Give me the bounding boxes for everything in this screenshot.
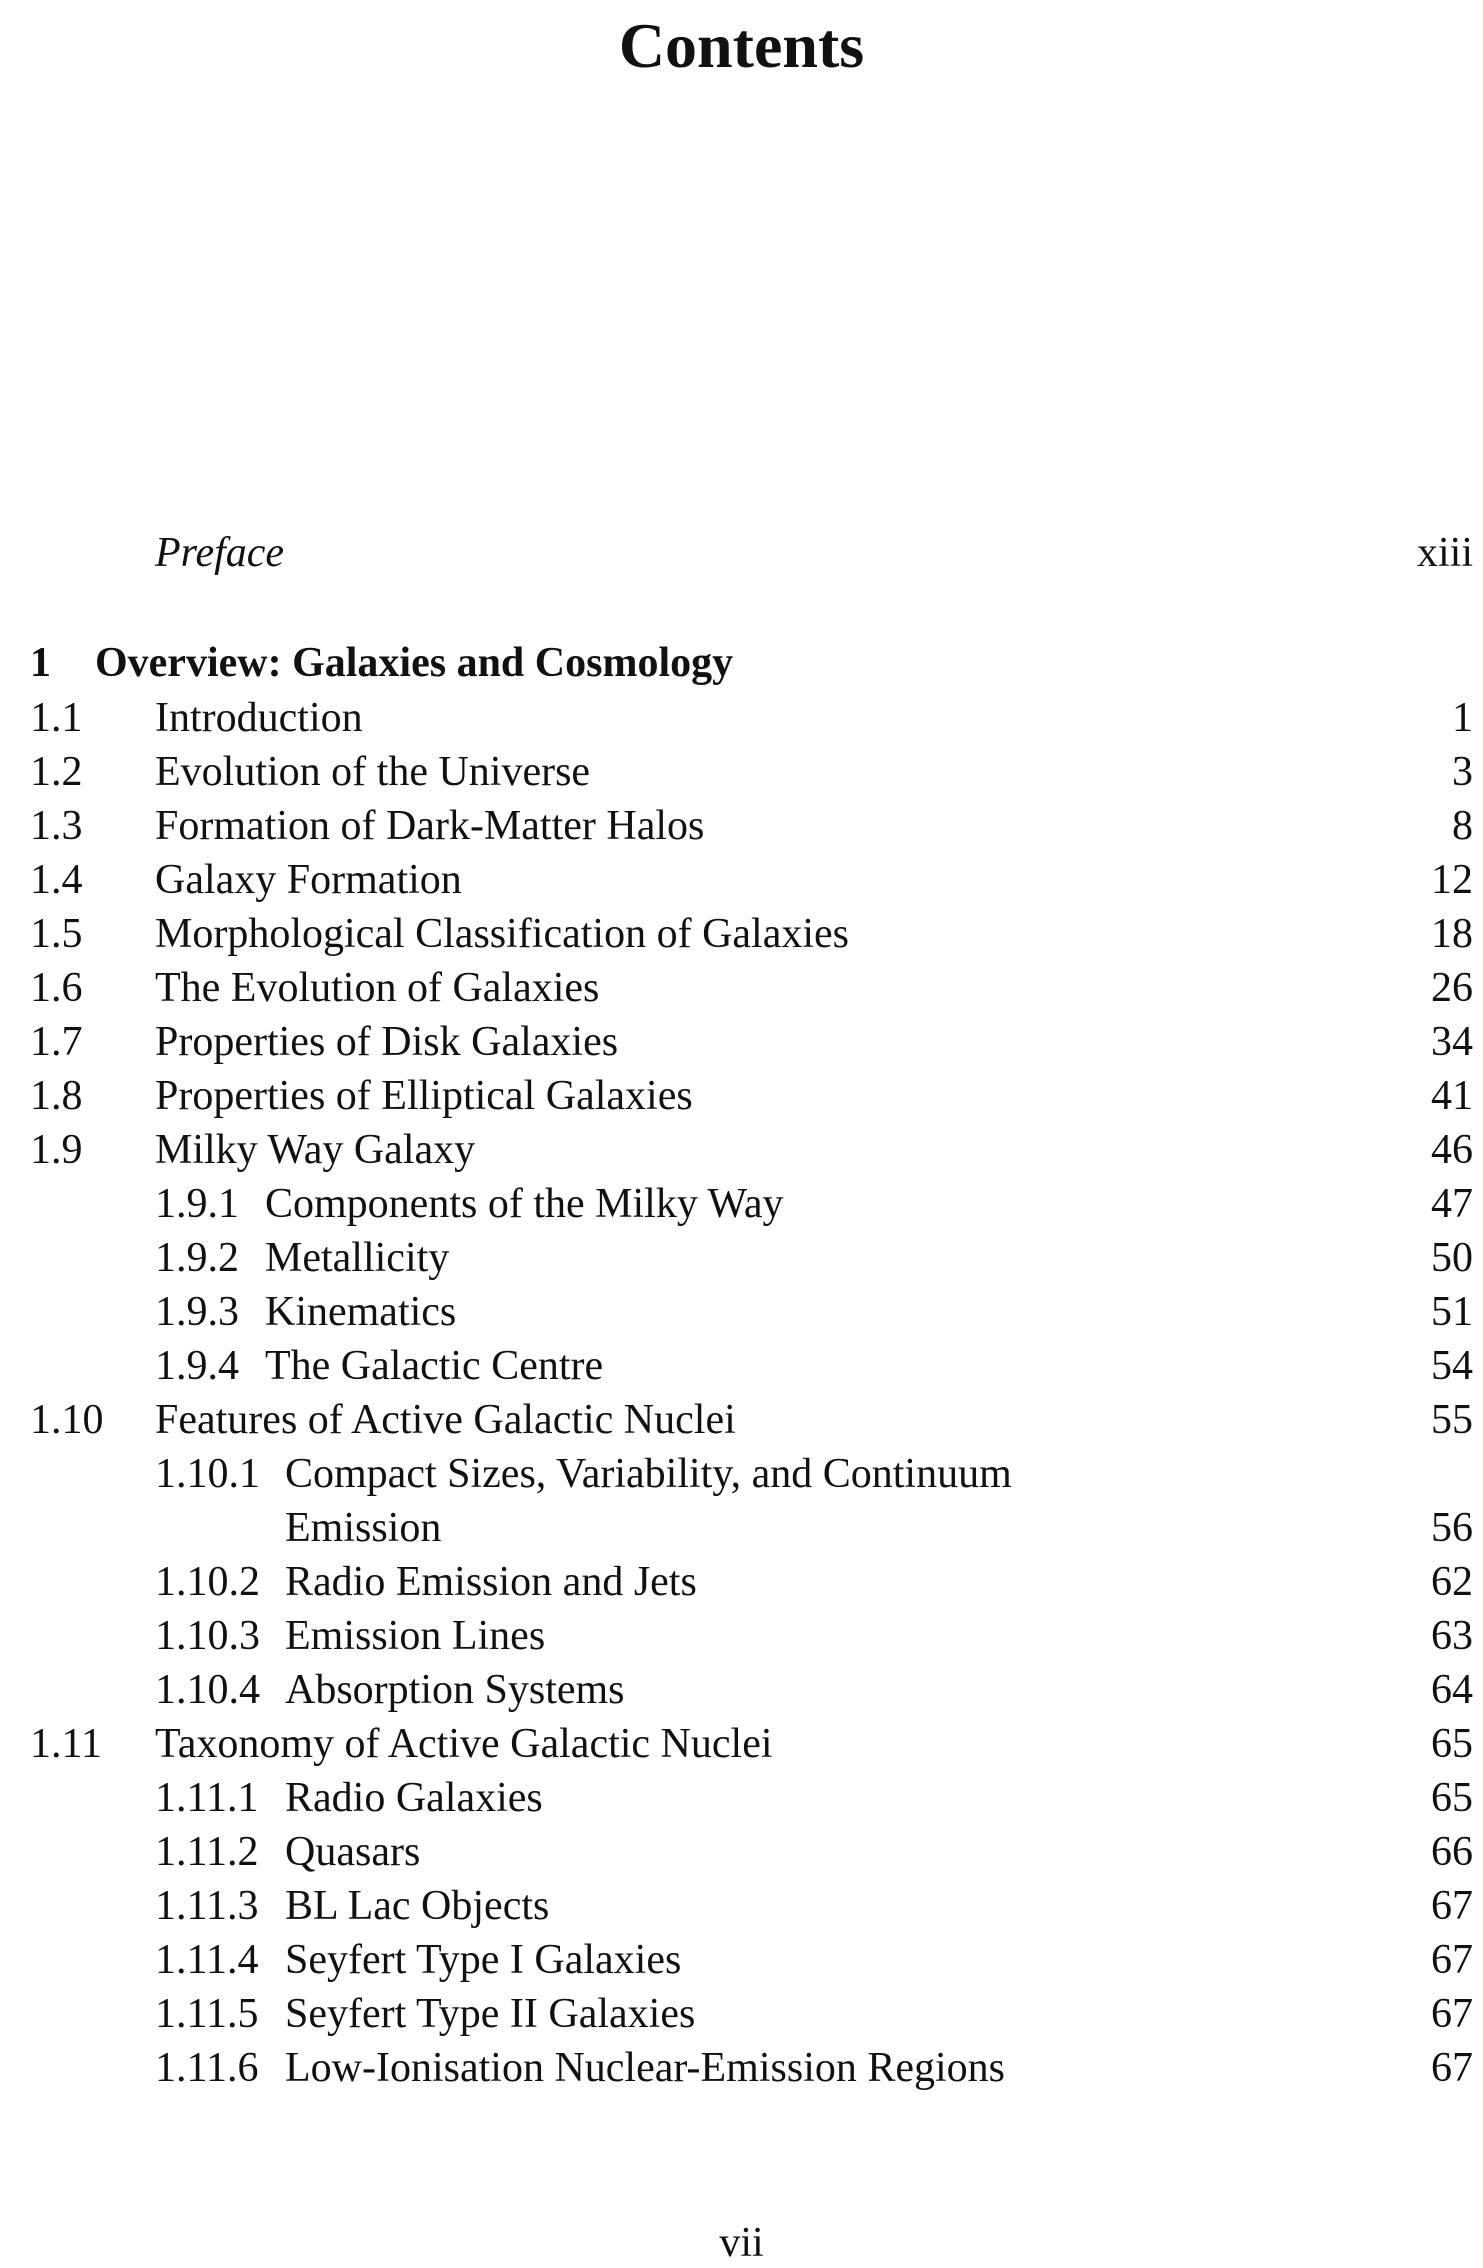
toc-entry-page: 34 — [1431, 1019, 1473, 1065]
toc-entry-title: Emission Lines — [285, 1613, 546, 1659]
toc-entry-number: 1.10.1 — [155, 1451, 260, 1497]
chapter-number: 1 — [30, 640, 51, 686]
toc-entry-page: 67 — [1431, 1937, 1473, 1983]
toc-subentry[interactable] — [0, 1878, 1483, 1934]
toc-subentry[interactable] — [0, 1932, 1483, 1988]
toc-entry-title: Kinematics — [265, 1289, 457, 1335]
toc-entry-number: 1.11.2 — [155, 1829, 259, 1875]
toc-entry-page: 51 — [1431, 1289, 1473, 1335]
toc-entry-number: 1.10 — [30, 1397, 104, 1443]
toc-entry-number: 1.5 — [30, 911, 83, 957]
toc-entry[interactable] — [0, 690, 1483, 746]
toc-entry-page: 41 — [1431, 1073, 1473, 1119]
toc-subentry[interactable] — [0, 1554, 1483, 1610]
toc-entry-page: xiii — [1416, 530, 1473, 576]
toc-entry-number: 1.11 — [30, 1721, 102, 1767]
toc-entry-number: 1.4 — [30, 857, 83, 903]
toc-entry-number: 1.11.4 — [155, 1937, 259, 1983]
toc-entry-title: Low-Ionisation Nuclear-Emission Regions — [285, 2045, 1006, 2091]
toc-entry-page: 64 — [1431, 1667, 1473, 1713]
toc-entry-page: 67 — [1431, 1883, 1473, 1929]
toc-entry-page: 12 — [1431, 857, 1473, 903]
toc-entry-number: 1.9 — [30, 1127, 83, 1173]
chapter-title: Overview: Galaxies and Cosmology — [95, 640, 734, 686]
toc-entry-number: 1.3 — [30, 803, 83, 849]
toc-entry-title: Evolution of the Universe — [155, 749, 591, 795]
toc-entry-page: 3 — [1452, 749, 1473, 795]
toc-entry[interactable] — [0, 744, 1483, 800]
toc-entry-title: Properties of Disk Galaxies — [155, 1019, 619, 1065]
toc-subentry[interactable] — [0, 1176, 1483, 1232]
toc-entry-title: Radio Emission and Jets — [285, 1559, 697, 1605]
toc-entry-page: 54 — [1431, 1343, 1473, 1389]
toc-entry-number: 1.9.4 — [155, 1343, 239, 1389]
toc-chapter-heading[interactable] — [0, 635, 1483, 691]
toc-entry[interactable] — [0, 1122, 1483, 1178]
toc-entry-title: Radio Galaxies — [285, 1775, 543, 1821]
toc-entry-page: 55 — [1431, 1397, 1473, 1443]
toc-entry-page: 26 — [1431, 965, 1473, 1011]
toc-entry-title: Formation of Dark-Matter Halos — [155, 803, 705, 849]
toc-entry[interactable] — [0, 1716, 1483, 1772]
toc-entry-page: 8 — [1452, 803, 1473, 849]
toc-entry-title: BL Lac Objects — [285, 1883, 550, 1929]
toc-entry-number: 1.9.1 — [155, 1181, 239, 1227]
page-number: vii — [719, 2220, 764, 2266]
toc-entry-number: 1.1 — [30, 695, 83, 741]
toc-entry-number: 1.6 — [30, 965, 83, 1011]
toc-entry-number: 1.11.3 — [155, 1883, 259, 1929]
toc-entry[interactable] — [0, 1068, 1483, 1124]
toc-subentry[interactable] — [0, 2040, 1483, 2096]
toc-entry-number: 1.8 — [30, 1073, 83, 1119]
toc-subentry[interactable] — [0, 1230, 1483, 1286]
toc-entry-title: Taxonomy of Active Galactic Nuclei — [155, 1721, 773, 1767]
toc-entry-page: 18 — [1431, 911, 1473, 957]
toc-entry-page: 46 — [1431, 1127, 1473, 1173]
toc-subentry[interactable] — [0, 1824, 1483, 1880]
toc-entry-title: Compact Sizes, Variability, and Continuum — [285, 1451, 1012, 1497]
toc-entry-title: Quasars — [285, 1829, 421, 1875]
toc-entry-number: 1.11.6 — [155, 2045, 259, 2091]
toc-entry-page: 67 — [1431, 1991, 1473, 2037]
toc-entry-title-continuation: Emission — [285, 1505, 442, 1551]
toc-entry-number: 1.9.2 — [155, 1235, 239, 1281]
toc-entry-page: 63 — [1431, 1613, 1473, 1659]
toc-entry[interactable] — [0, 960, 1483, 1016]
toc-entry[interactable] — [0, 852, 1483, 908]
toc-subentry[interactable] — [0, 1608, 1483, 1664]
toc-entry-page: 62 — [1431, 1559, 1473, 1605]
toc-subentry[interactable] — [0, 1446, 1483, 1502]
toc-entry-title: Components of the Milky Way — [265, 1181, 784, 1227]
toc-entry-number: 1.10.2 — [155, 1559, 260, 1605]
toc-entry-page: 56 — [1431, 1505, 1473, 1551]
toc-entry-page: 65 — [1431, 1775, 1473, 1821]
toc-entry-title: Properties of Elliptical Galaxies — [155, 1073, 693, 1119]
toc-entry[interactable] — [0, 1392, 1483, 1448]
toc-entry-number: 1.11.1 — [155, 1775, 259, 1821]
toc-entry-number: 1.9.3 — [155, 1289, 239, 1335]
toc-entry-page: 66 — [1431, 1829, 1473, 1875]
toc-entry-page: 50 — [1431, 1235, 1473, 1281]
toc-entry-page: 67 — [1431, 2045, 1473, 2091]
page-title: Contents — [618, 10, 865, 81]
toc-entry-preface[interactable] — [0, 525, 1483, 581]
toc-entry[interactable] — [0, 798, 1483, 854]
toc-entry-title: Seyfert Type I Galaxies — [285, 1937, 682, 1983]
toc-entry-title: Galaxy Formation — [155, 857, 462, 903]
toc-entry-number: 1.10.3 — [155, 1613, 260, 1659]
toc-entry-title: The Galactic Centre — [265, 1343, 604, 1389]
toc-entry-title: Morphological Classification of Galaxies — [155, 911, 850, 957]
toc-entry-number: 1.10.4 — [155, 1667, 260, 1713]
toc-entry[interactable] — [0, 1014, 1483, 1070]
toc-entry-page: 1 — [1452, 695, 1473, 741]
toc-subentry[interactable] — [0, 1662, 1483, 1718]
toc-entry-number: 1.2 — [30, 749, 83, 795]
toc-entry-title: Metallicity — [265, 1235, 450, 1281]
toc-entry-title: Milky Way Galaxy — [155, 1127, 476, 1173]
toc-entry-page: 65 — [1431, 1721, 1473, 1767]
toc-subentry[interactable] — [0, 1338, 1483, 1394]
toc-entry-title: Absorption Systems — [285, 1667, 625, 1713]
toc-entry-page: 47 — [1431, 1181, 1473, 1227]
toc-entry-title: Features of Active Galactic Nuclei — [155, 1397, 736, 1443]
toc-entry[interactable] — [0, 906, 1483, 962]
toc-entry-number: 1.7 — [30, 1019, 83, 1065]
toc-subentry[interactable] — [0, 1284, 1483, 1340]
toc-subentry[interactable] — [0, 1986, 1483, 2042]
toc-entry-title: Seyfert Type II Galaxies — [285, 1991, 696, 2037]
toc-subentry-continuation[interactable] — [0, 1500, 1483, 1556]
toc-subentry[interactable] — [0, 1770, 1483, 1826]
toc-entry-title: Introduction — [155, 695, 363, 741]
toc-entry-number: 1.11.5 — [155, 1991, 259, 2037]
toc-entry-title: Preface — [155, 530, 285, 576]
toc-entry-title: The Evolution of Galaxies — [155, 965, 600, 1011]
